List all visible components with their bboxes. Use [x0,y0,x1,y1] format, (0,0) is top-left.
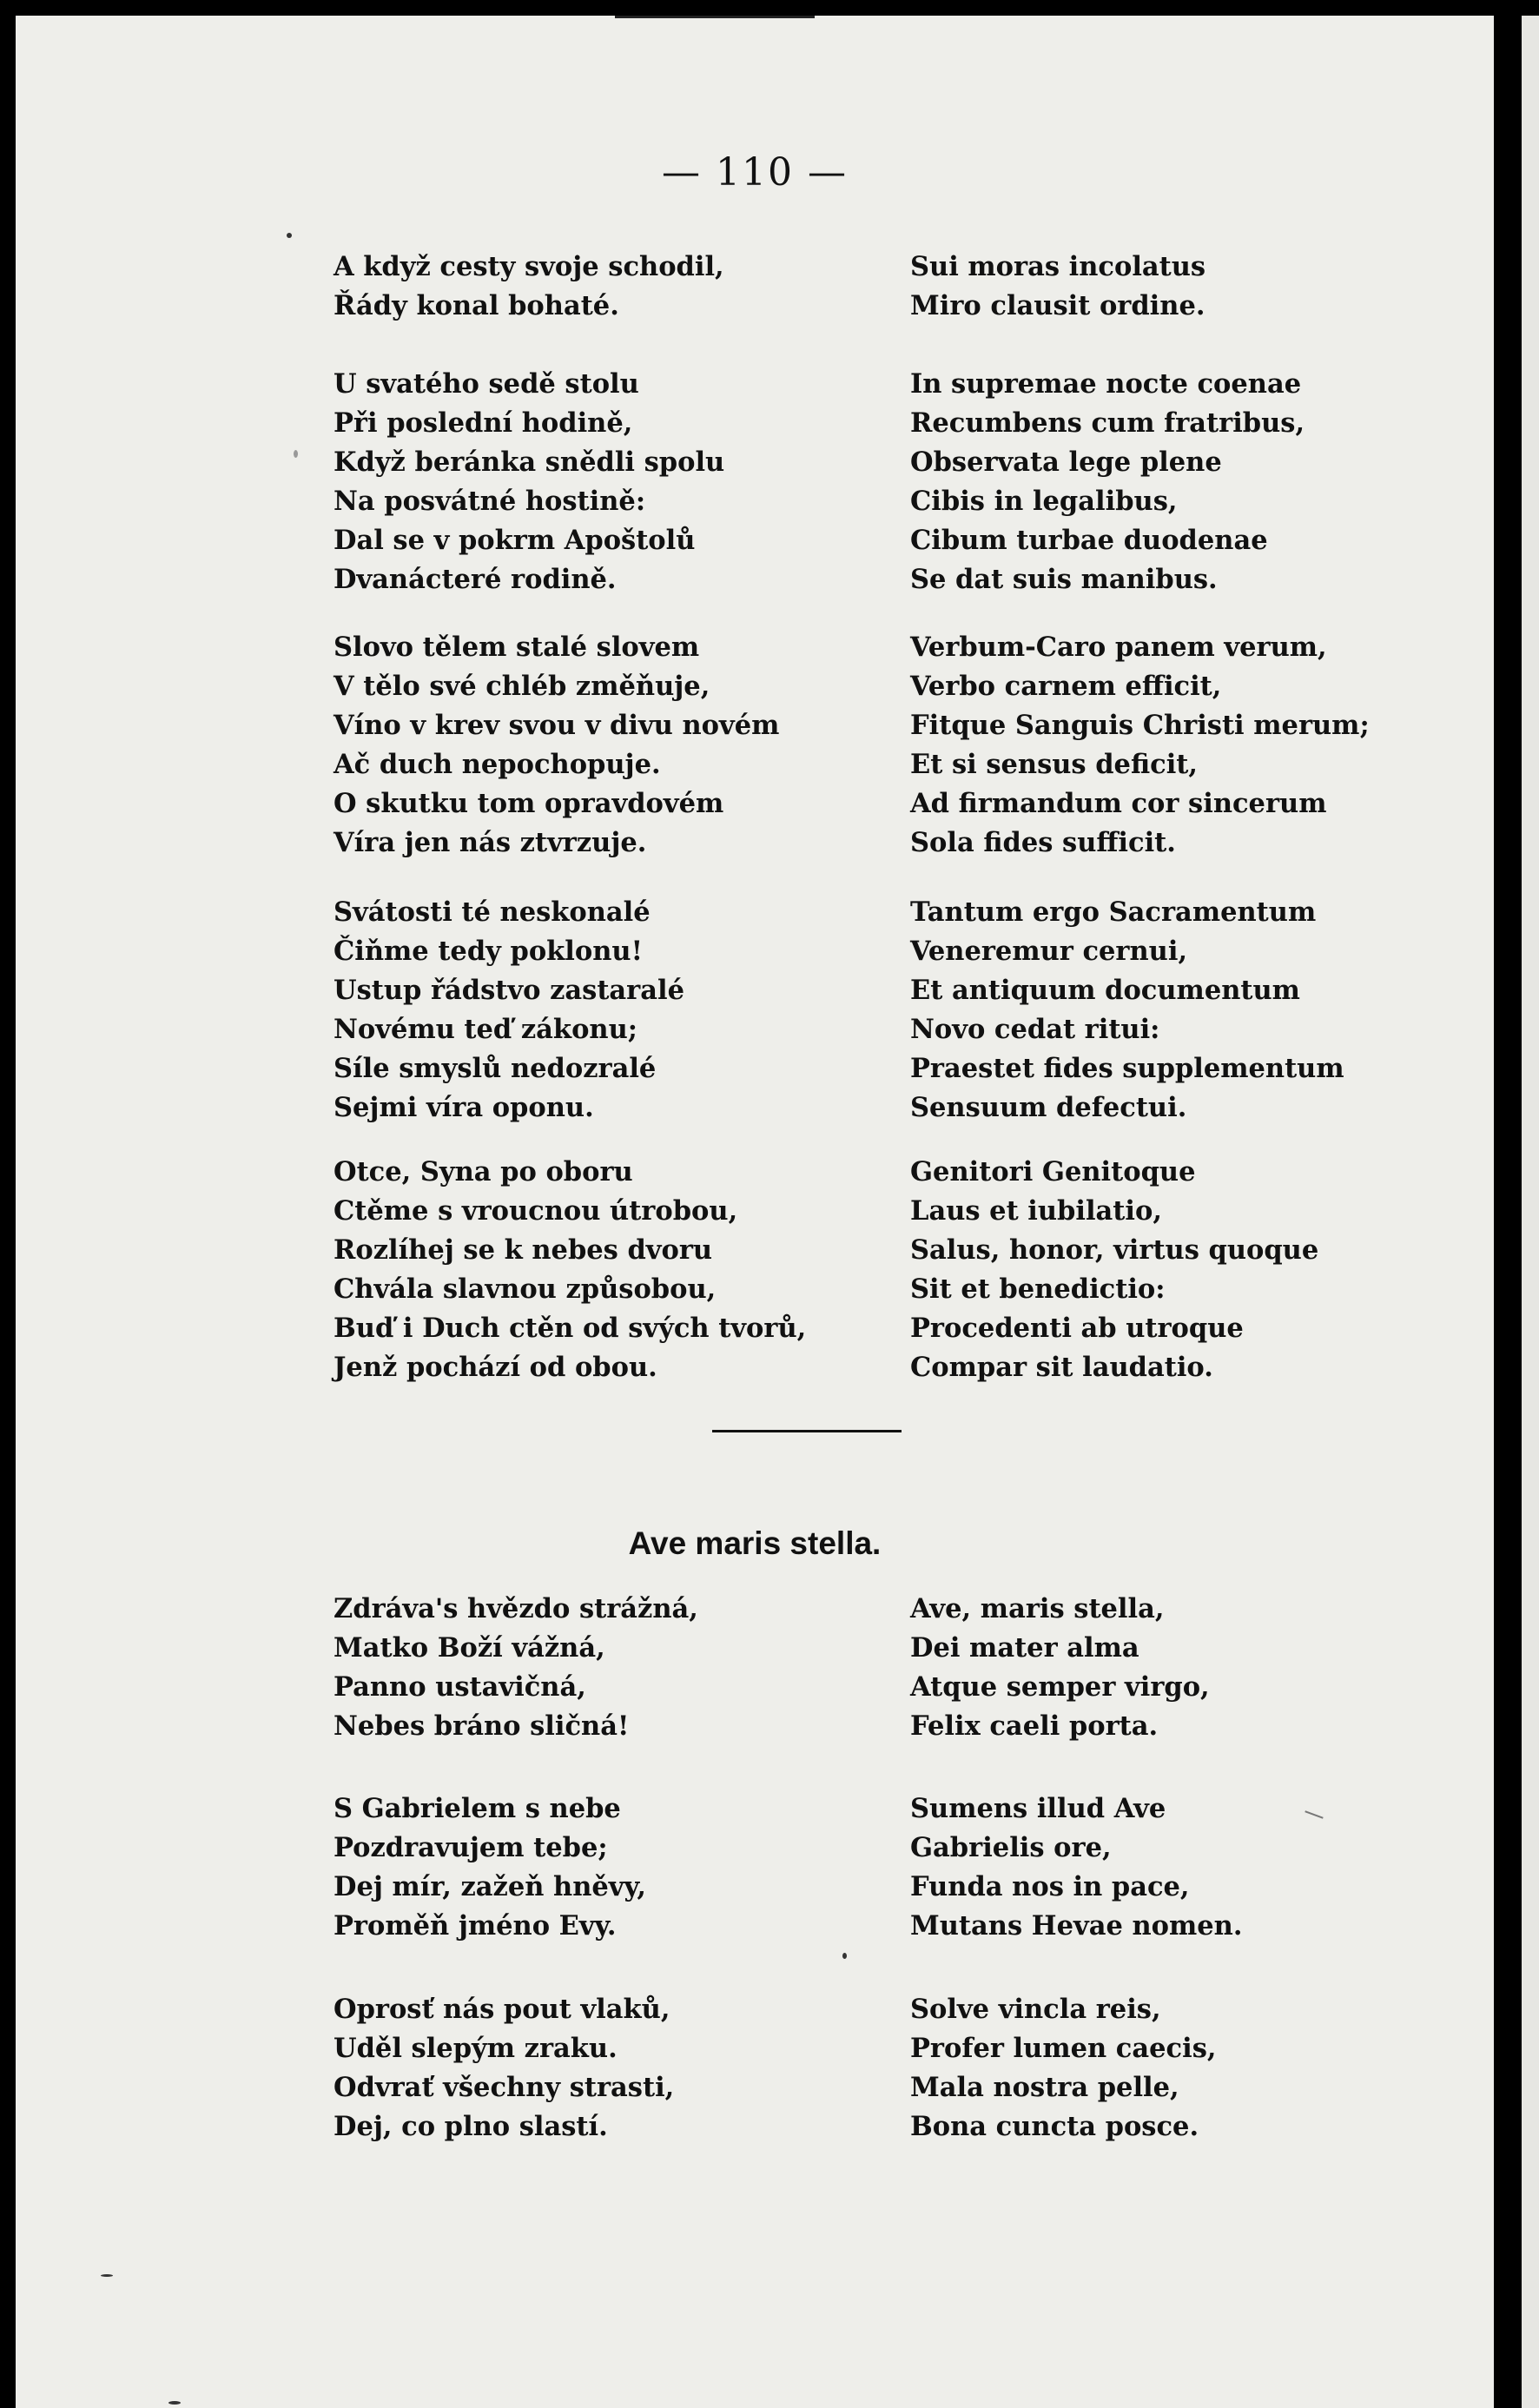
scan-speck [168,2401,181,2405]
verse-line: Observata lege plene [910,447,1222,478]
scan-speck [1305,1810,1323,1818]
hymn-title: Ave maris stella. [628,1525,882,1561]
verse-line: U svatého sedě stolu [334,368,639,400]
verse-line: Oprosť nás pout vlaků, [334,1994,670,2025]
czech-stanza [334,1789,646,1946]
verse-line: Nebes bráno sličná! [334,1710,630,1742]
latin-stanza [910,248,1205,326]
verse-line: Se dat suis manibus. [910,564,1218,595]
verse-line: Sensuum defectui. [910,1092,1187,1123]
verse-line: Ave, maris stella, [910,1593,1165,1624]
verse-line: Solve vincla reis, [910,1994,1161,2025]
scan-speck [101,2274,113,2277]
verse-line: Dej, co plno slastí. [334,2111,608,2142]
verse-line: Matko Boží vážná, [334,1632,605,1664]
verse-line: Řády konal bohaté. [334,290,619,321]
verse-line: Proměň jméno Evy. [334,1910,617,1942]
verse-line: Když beránka snědli spolu [334,447,725,478]
verse-line: Otce, Syna po oboru [334,1156,633,1187]
top-edge-rule [615,16,815,18]
verse-line: Víno v krev svou v divu novém [334,710,780,741]
verse-line: O skutku tom opravdovém [334,788,724,819]
scan-speck [294,450,298,458]
verse-line: Ad firmandum cor sincerum [910,788,1327,819]
verse-line: Sola fides sufficit. [910,827,1176,858]
verse-line: Ustup řádstvo zastaralé [334,975,685,1006]
latin-stanza [910,365,1305,599]
latin-stanza [910,1153,1318,1387]
verse-line: A když cesty svoje schodil, [334,251,724,282]
czech-stanza [334,365,724,599]
czech-stanza [334,628,779,863]
book-page [16,16,1494,2408]
scan-speck [287,233,292,238]
section-divider [712,1430,902,1432]
verse-line: Síle smyslů nedozralé [334,1053,657,1084]
verse-line: Sejmi víra oponu. [334,1092,594,1123]
verse-line: Novo cedat ritui: [910,1014,1160,1045]
verse-line: Odvrať všechny strasti, [334,2072,675,2103]
verse-line: Dej mír, zažeň hněvy, [334,1871,646,1902]
verse-line: Funda nos in pace, [910,1871,1190,1902]
verse-line: Při poslední hodině, [334,407,633,439]
verse-line: Fitque Sanguis Christi merum; [910,710,1370,741]
latin-stanza [910,1990,1216,2147]
verse-line: Genitori Genitoque [910,1156,1196,1187]
verse-line: Pozdravujem tebe; [334,1832,608,1863]
verse-line: Dvanácteré rodině. [334,564,617,595]
verse-line: Mutans Hevae nomen. [910,1910,1243,1942]
verse-line: S Gabrielem s nebe [334,1793,621,1824]
verse-line: Salus, honor, virtus quoque [910,1234,1319,1266]
verse-line: Et si sensus deficit, [910,749,1198,780]
verse-line: Chvála slavnou způsobou, [334,1273,717,1305]
verse-line: Compar sit laudatio. [910,1352,1213,1383]
verse-line: Uděl slepým zraku. [334,2033,618,2064]
latin-stanza [910,893,1344,1128]
verse-line: Miro clausit ordine. [910,290,1205,321]
verse-line: Procedenti ab utroque [910,1313,1244,1344]
verse-line: Praestet fides supplementum [910,1053,1344,1084]
verse-line: Profer lumen caecis, [910,2033,1217,2064]
verse-line: In supremae nocte coenae [910,368,1302,400]
verse-line: Tantum ergo Sacramentum [910,896,1317,928]
czech-stanza [334,1153,806,1387]
verse-line: Jenž pochází od obou. [334,1352,657,1383]
latin-stanza [910,1789,1242,1946]
verse-line: Ctěme s vroucnou útrobou, [334,1195,738,1227]
verse-line: Čiňme tedy poklonu! [334,936,643,967]
verse-line: Sui moras incolatus [910,251,1206,282]
page-number: — 110 — [662,150,848,195]
verse-line: Rozlíhej se k nebes dvoru [334,1234,713,1266]
verse-line: Mala nostra pelle, [910,2072,1179,2103]
czech-stanza [334,893,684,1128]
verse-line: Panno ustavičná, [334,1671,586,1703]
latin-stanza [910,1590,1210,1746]
verse-line: Ač duch nepochopuje. [334,749,661,780]
verse-line: Zdráva's hvězdo strážná, [334,1593,698,1624]
latin-stanza [910,628,1370,863]
verse-line: Veneremur cernui, [910,936,1188,967]
verse-line: Felix caeli porta. [910,1710,1159,1742]
verse-line: Na posvátné hostině: [334,486,646,517]
verse-line: Buď i Duch ctěn od svých tvorů, [334,1313,807,1344]
verse-line: Verbo carnem efficit, [910,671,1222,702]
verse-line: Svátosti té neskonalé [334,896,651,928]
verse-line: Víra jen nás ztvrzuje. [334,827,647,858]
verse-line: Recumbens cum fratribus, [910,407,1305,439]
verse-line: Sit et benedictio: [910,1273,1166,1305]
verse-line: Sumens illud Ave [910,1793,1166,1824]
verse-line: Cibis in legalibus, [910,486,1178,517]
verse-line: Verbum-Caro panem verum, [910,632,1327,663]
scan-speck [842,1953,847,1959]
czech-stanza [334,1590,698,1746]
verse-line: Atque semper virgo, [910,1671,1210,1703]
verse-line: Dei mater alma [910,1632,1139,1664]
verse-line: Laus et iubilatio, [910,1195,1162,1227]
verse-line: Et antiquum documentum [910,975,1300,1006]
verse-line: V tělo své chléb změňuje, [334,671,710,702]
verse-line: Gabrielis ore, [910,1832,1112,1863]
czech-stanza [334,248,724,326]
adjacent-page-edge [1522,16,1539,2408]
verse-line: Novému teď zákonu; [334,1014,638,1045]
verse-line: Cibum turbae duodenae [910,525,1268,556]
czech-stanza [334,1990,674,2147]
verse-line: Bona cuncta posce. [910,2111,1199,2142]
verse-line: Dal se v pokrm Apoštolů [334,525,696,556]
verse-line: Slovo tělem stalé slovem [334,632,700,663]
